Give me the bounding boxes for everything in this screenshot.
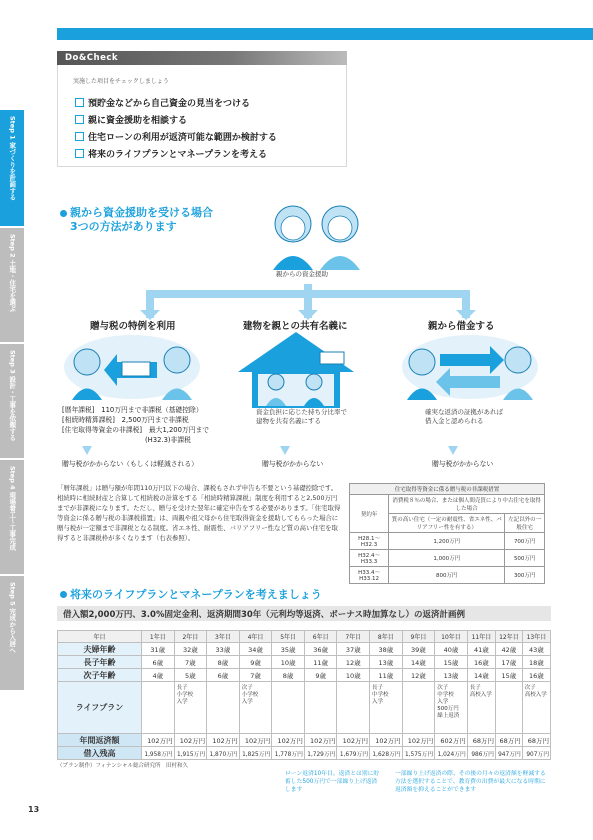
table-cell: 8歳 (207, 656, 240, 669)
docheck-item[interactable] (75, 130, 277, 143)
table-cell: 次子 高校入学 (522, 682, 550, 734)
gift-illustration (62, 332, 202, 402)
table-cell: 39歳 (402, 643, 435, 656)
tax-note: 「暦年課税」は贈与額が年間110万円以下の場合、課税もされず申告も不要という基礎控除です。相続時に相続財産と合算して相続税の計算をする「相続時精算課税」制度を利用すると2,500万円までが非課税になります。ただし、贈与を受けた翌年に確定申告をする必要があります。「住宅取得等資金に係る贈与税の非課税措置」は、両親や祖父母から住宅取得資金を援助してもらった場合に贈与税が一定額まで非課税となる制度。省エネ性、耐震性、バリアフリー性など質の高い住宅を取得すると非課税枠が多くなります（右表参照）。 (57, 484, 341, 542)
parents-illustration (258, 192, 378, 272)
checkbox[interactable] (75, 149, 84, 158)
table-cell: 2年目 (174, 631, 207, 643)
table-cell: 14歳 (402, 656, 435, 669)
table-cell: 6年目 (304, 631, 337, 643)
table-cell (142, 682, 175, 734)
table-cell: 11歳 (304, 656, 337, 669)
table-cell: 9年目 (402, 631, 435, 643)
table-cell (337, 682, 370, 734)
plan-subheading-bar (57, 606, 551, 621)
plan-subheading: 借入額2,000万円、3.0%固定金利、返済期間30年（元利均等返済、ボーナス時加算なし）の返済計画例 (63, 610, 465, 620)
table-cell: 13歳 (370, 656, 403, 669)
table-cell: 1,024万円 (435, 747, 468, 760)
table-cell (402, 682, 435, 734)
bullet-dot-icon (60, 210, 67, 217)
table-header: 消費税８％の場合、または個人間売買により中古住宅を取得した場合 (389, 495, 545, 514)
table-caption: 住宅取得等資金に係る贈与税の非課税措置 (350, 484, 545, 495)
table-cell: 12年目 (495, 631, 522, 643)
page-number: 13 (28, 805, 40, 814)
coown-detail-2: 建物を共有名義にする (256, 417, 321, 425)
table-cell: 13年目 (522, 631, 550, 643)
coown-result: 贈与税がかからない (262, 460, 324, 468)
section1-heading: 親から資金援助を受ける場合 3つの方法があります (60, 206, 213, 234)
table-cell: 長子 中学校 入学 (370, 682, 403, 734)
table-cell: 102万円 (207, 734, 240, 747)
table-cell: 13歳 (435, 669, 468, 682)
loan-detail-1: 確実な返済の証拠があれば (425, 408, 503, 416)
sidebar-step-4-label: Step 4 現場着工〜工事完成 (8, 466, 17, 551)
loan-illustration (400, 332, 540, 402)
table-cell: 18歳 (522, 656, 550, 669)
method-title-co-ownership: 建物を親との共有名義に (243, 321, 348, 332)
docheck-intro: 実施した項目をチェックしましょう (73, 78, 169, 85)
table-row: H28.1〜H32.3 1,200万円 700万円 (350, 533, 545, 550)
table-cell: 9歳 (304, 669, 337, 682)
table-cell: 102万円 (402, 734, 435, 747)
table-cell (495, 682, 522, 734)
gift-detail-2: [相続時精算課税] 2,500万円まで非課税 (62, 416, 189, 424)
down-arrow-icon (82, 446, 92, 456)
checkbox[interactable] (75, 98, 84, 107)
table-cell: 34歳 (239, 643, 272, 656)
loan-detail-2: 借入金と認められる (425, 417, 484, 425)
table-row: 夫婦年齢 31歳 32歳 33歳 34歳 35歳 36歳 37歳 38歳 39歳 40歳 41歳 42歳 43歳 (58, 643, 551, 656)
table-cell: 5年目 (272, 631, 305, 643)
table-cell: 1,825万円 (239, 747, 272, 760)
table-cell: 1,729万円 (304, 747, 337, 760)
gift-tax-exemption-table (349, 483, 545, 584)
table-cell: 7歳 (174, 656, 207, 669)
table-cell: 1,575万円 (402, 747, 435, 760)
table-row: ライフプラン 長子 小学校 入学 次子 小学校 入学 長子 中学校 入学 次子 中学校 入学 500万円 繰上返済 長子 高校入学 次子 高校入学 (58, 682, 551, 734)
table-cell: 8年目 (370, 631, 403, 643)
repayment-plan-table (57, 630, 551, 760)
sidebar-step-3-label: Step 3 設計・工事を依頼する (8, 350, 17, 441)
gift-detail-1: [暦年課税] 110万円まで非課税（基礎控除） (62, 406, 203, 414)
table-cell: 1,870万円 (207, 747, 240, 760)
table-cell: 602万円 (435, 734, 468, 747)
table-cell (207, 682, 240, 734)
table-row: 借入残高 1,958万円 1,915万円 1,870万円 1,825万円 1,778万円 1,729万円 1,679万円 1,628万円 1,575万円 1,024万円 986万円 947万円 907万円 (58, 747, 551, 760)
table-cell: 5歳 (174, 669, 207, 682)
table-row: H33.4〜H33.12 800万円 300万円 (350, 567, 545, 584)
method-title-loan: 親から借金する (428, 321, 495, 332)
table-cell: 42歳 (495, 643, 522, 656)
table-cell: 10歳 (337, 669, 370, 682)
docheck-item-label: 預貯金などから自己資金の見当をつける (88, 99, 251, 109)
sidebar-step-5[interactable] (0, 576, 24, 692)
table-cell: 8歳 (272, 669, 305, 682)
table-cell: 9歳 (239, 656, 272, 669)
table-cell: 6歳 (207, 669, 240, 682)
table-cell (304, 682, 337, 734)
table-cell: 7歳 (239, 669, 272, 682)
method-title-gift-tax: 贈与税の特例を利用 (90, 321, 176, 332)
table-cell: 102万円 (239, 734, 272, 747)
table-cell: 947万円 (495, 747, 522, 760)
table-header: 左記以外の一般住宅 (505, 514, 545, 533)
house-illustration (236, 330, 356, 410)
table-cell: 1,778万円 (272, 747, 305, 760)
table-cell: 6歳 (142, 656, 175, 669)
table-cell: 12歳 (402, 669, 435, 682)
table-cell: 907万円 (522, 747, 550, 760)
table-cell: 1,628万円 (370, 747, 403, 760)
docheck-item[interactable] (75, 147, 267, 160)
down-arrow-icon (448, 446, 458, 456)
table-cell: 32歳 (174, 643, 207, 656)
bullet-dot-icon (60, 591, 67, 598)
step-sidebar (0, 110, 24, 692)
table-cell: 35歳 (272, 643, 305, 656)
table-cell: 33歳 (207, 643, 240, 656)
callout-reduced-payments: 一部繰り上げ返済の際、その後の月々の返済額を軽減する方法を選択することで、教育費の出費が最大になる時期に返済額を抑えることができます (395, 771, 546, 793)
table-row: 年目 1年目 2年目 3年目 4年目 5年目 6年目 7年目 8年目 9年目 10年目 11年目 12年目 13年目 (58, 631, 551, 643)
sidebar-step-4[interactable] (0, 460, 24, 576)
top-accent-bar (57, 28, 593, 40)
table-row: 長子年齢 6歳 7歳 8歳 9歳 10歳 11歳 12歳 13歳 14歳 15歳 16歳 17歳 18歳 (58, 656, 551, 669)
docheck-item-label: 親に資金援助を相談する (88, 116, 188, 126)
table-row: H32.4〜H33.3 1,000万円 500万円 (350, 550, 545, 567)
table-cell: 1,915万円 (174, 747, 207, 760)
sidebar-step-1[interactable] (0, 110, 24, 228)
section2-heading: 将来のライフプランとマネープランを考えましょう (60, 586, 322, 602)
table-header: 質の高い住宅（一定の耐震性、省エネ性、バリアフリー性を有する） (389, 514, 505, 533)
docheck-header (57, 51, 347, 65)
table-cell: 38歳 (370, 643, 403, 656)
gift-detail-3: [住宅取得等資金の非課税] 最大1,200万円まで (62, 426, 210, 434)
branch-arrows (120, 280, 500, 320)
docheck-item-label: 住宅ローンの利用が返済可能な範囲か検討する (88, 133, 277, 143)
table-cell: 4年目 (239, 631, 272, 643)
sidebar-step-1-label: Step 1 家づくりを計画する (8, 116, 17, 201)
table-cell: 68万円 (467, 734, 495, 747)
table-cell: 10歳 (272, 656, 305, 669)
checkbox[interactable] (75, 132, 84, 141)
docheck-item-label: 将来のライフプランとマネープランを考える (88, 150, 268, 160)
table-cell: 36歳 (304, 643, 337, 656)
docheck-item[interactable] (75, 96, 250, 109)
table-cell: 11年目 (467, 631, 495, 643)
table-cell: 16歳 (522, 669, 550, 682)
table-cell: 40歳 (435, 643, 468, 656)
table-cell: 102万円 (174, 734, 207, 747)
table-cell: 37歳 (337, 643, 370, 656)
table-cell: 1,958万円 (142, 747, 175, 760)
sidebar-step-2-label: Step 2 土地・住宅を選ぶ (8, 234, 17, 312)
table-cell: 12歳 (337, 656, 370, 669)
table-cell: 次子 小学校 入学 (239, 682, 272, 734)
table-cell: 4歳 (142, 669, 175, 682)
table-cell: 68万円 (495, 734, 522, 747)
table-cell (272, 682, 305, 734)
gift-result: 贈与税がかからない（もしくは軽減される） (62, 460, 198, 468)
sidebar-step-2[interactable] (0, 228, 24, 344)
table-cell: 102万円 (304, 734, 337, 747)
docheck-item[interactable] (75, 113, 187, 126)
table-cell: 68万円 (522, 734, 550, 747)
table-cell: 986万円 (467, 747, 495, 760)
table-cell: 1,679万円 (337, 747, 370, 760)
table-row: 年間返済額 102万円 102万円 102万円 102万円 102万円 102万円 102万円 102万円 102万円 602万円 68万円 68万円 68万円 (58, 734, 551, 747)
sidebar-step-5-label: Step 5 完成から入居へ (8, 582, 17, 654)
table-cell: 15歳 (495, 669, 522, 682)
table-cell: 31歳 (142, 643, 175, 656)
table-cell: 16歳 (467, 656, 495, 669)
table-cell: 102万円 (337, 734, 370, 747)
down-arrow-icon (280, 446, 290, 456)
sidebar-step-3[interactable] (0, 344, 24, 460)
coown-detail-1: 資金負担に応じた持ち分比率で (256, 408, 347, 416)
table-cell: 14歳 (467, 669, 495, 682)
checkbox[interactable] (75, 115, 84, 124)
gift-detail-4: (H32.3)非課税 (145, 436, 191, 444)
table-cell: 102万円 (370, 734, 403, 747)
table-cell: 41歳 (467, 643, 495, 656)
table-row: 次子年齢 4歳 5歳 6歳 7歳 8歳 9歳 10歳 11歳 12歳 13歳 14歳 15歳 16歳 (58, 669, 551, 682)
table-cell: 11歳 (370, 669, 403, 682)
loan-result: 贈与税がかからない (432, 460, 494, 468)
parents-label: 親からの資金援助 (276, 270, 328, 278)
table-cell: 15歳 (435, 656, 468, 669)
table-cell: 3年目 (207, 631, 240, 643)
table-cell: 1年目 (142, 631, 175, 643)
table-cell: 17歳 (495, 656, 522, 669)
table-cell: 次子 中学校 入学 500万円 繰上返済 (435, 682, 468, 734)
table-cell: 43歳 (522, 643, 550, 656)
table-cell: 長子 小学校 入学 (174, 682, 207, 734)
table-cell: 7年目 (337, 631, 370, 643)
table-header: 契約年 (350, 495, 389, 533)
table-cell: 102万円 (272, 734, 305, 747)
table-cell: 102万円 (142, 734, 175, 747)
table-cell: 長子 高校入学 (467, 682, 495, 734)
source-credit: （プラン制作）フィナンシャル総合研究所 田村和久 (57, 763, 189, 769)
docheck-title: Do&Check (65, 53, 119, 63)
table-cell: 10年目 (435, 631, 468, 643)
callout-prepayment: ローン返済10年目。返済とは別に貯蓄した500万円で一部繰り上げ返済します (285, 771, 380, 793)
